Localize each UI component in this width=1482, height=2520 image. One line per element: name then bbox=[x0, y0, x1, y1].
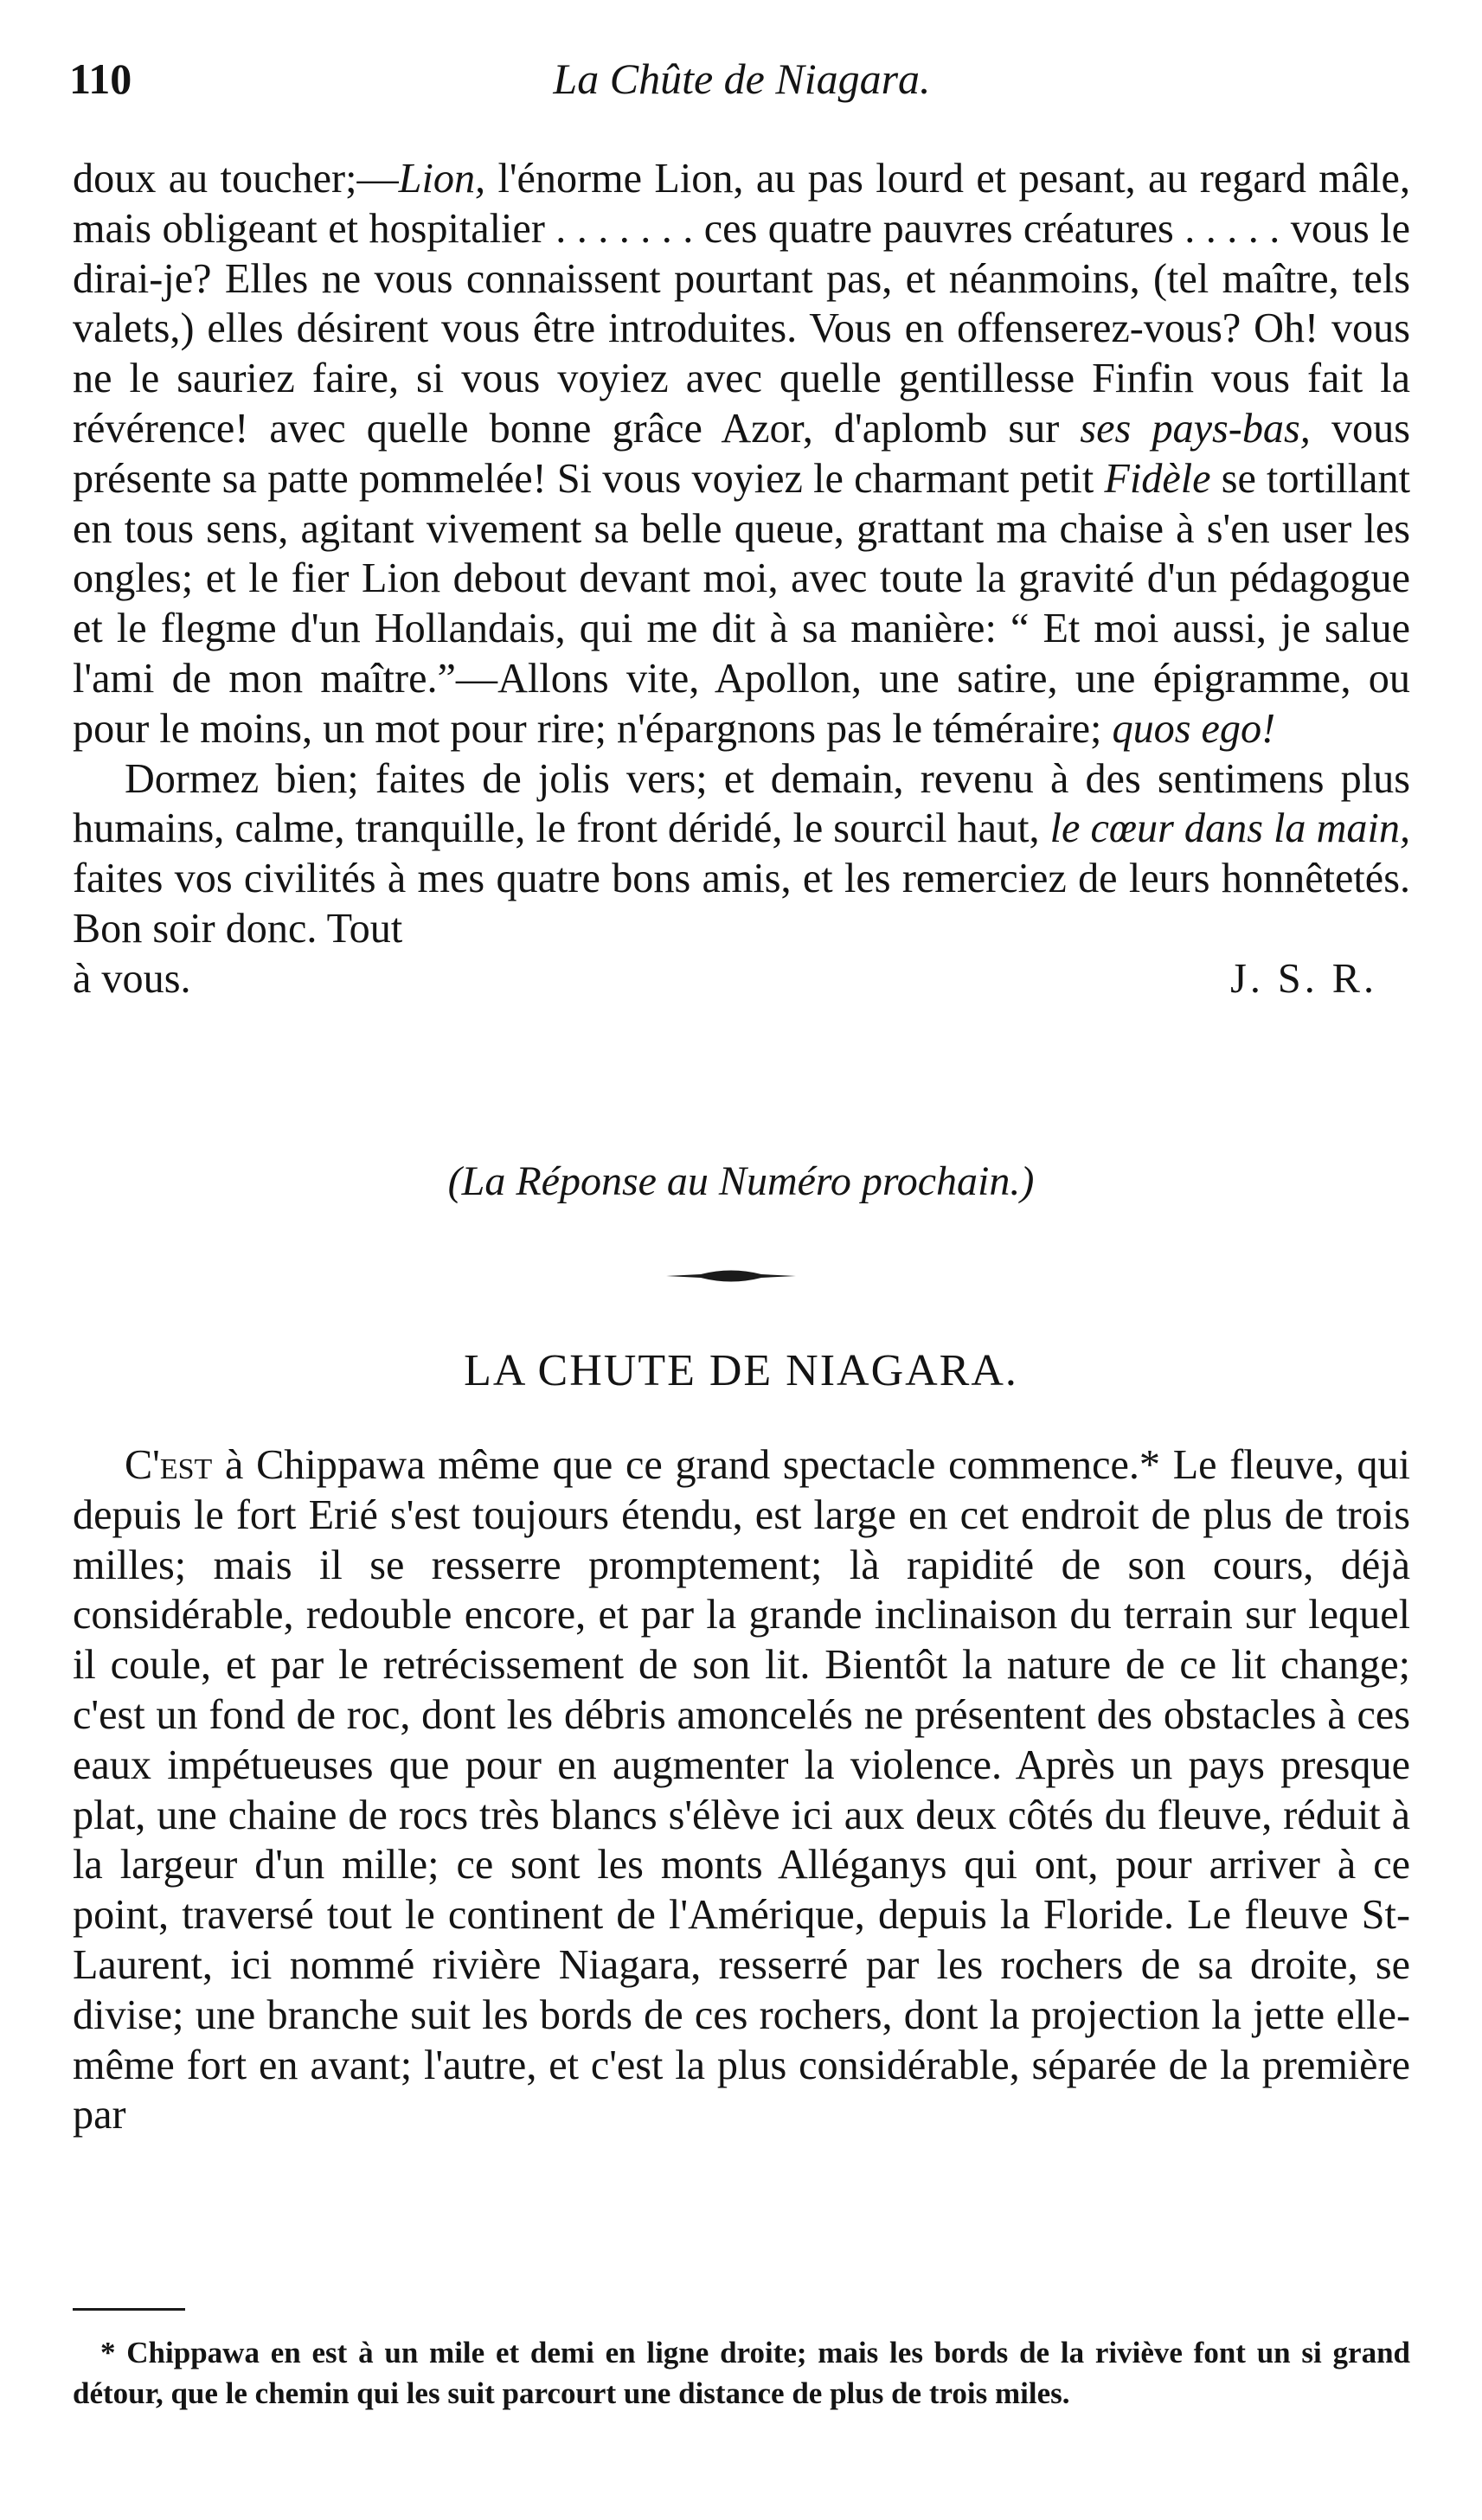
italic-run: quos ego! bbox=[1112, 705, 1276, 752]
closing-line bbox=[73, 954, 1410, 1004]
article-paragraph bbox=[73, 1440, 1410, 2140]
continuation-note: (La Réponse au Numéro prochain.) bbox=[447, 1158, 1035, 1204]
letter-text bbox=[73, 154, 1410, 1004]
footnote: * Chippawa en est à un mile et demi en ligne droite; mais les bords de la riviève font un si grand détour, que le chemin qui les suit parcourt une distance de plus de trois miles. bbox=[73, 2336, 1410, 2410]
text-run: doux au toucher;— bbox=[73, 156, 399, 202]
text-run: à Chippawa même que ce grand spectacle commence.* Le fleuve, qui depuis le fort Erié s'est toujours étendu, est large en cet endroit de plus de trois milles; mais il se resserre promptement; là rapidité de son cours, déjà considérable, redouble encore, et par la grande inclinaison du terrain sur lequel il coule, et par le retrécissement de son lit. Bientôt la nature de ce lit change; c'est un fond de roc, dont les débris amoncelés ne présentent des obstacles à ces eaux impétueuses que pour en augmenter la violence. Après un pays presque plat, une chaine de rocs très blancs s'élève ici aux deux côtés du fleuve, réduit à la largeur d'un mille; ce sont les monts Alléganys qui ont, pour arriver à ce point, traversé tout le continent de l'Amérique, depuis la Floride. Le fleuve St-Laurent, ici nommé rivière Niagara, resserré par les rochers de sa droite, se divise; une branche suit les bords de ces rochers, dont la projection la jette elle-même fort en avant; l'autre, et c'est la plus considérable, séparée de la première par bbox=[73, 1442, 1410, 2138]
text-run: se tortillant en tous sens, agitant vivement sa belle queue, grattant ma chaise à s'en user les ongles; et le fier Lion debout devant moi, avec toute la gravité d'un pédagogue et le flegme d'un Hollandais, qui me dit à sa manière: “ Et moi aussi, je salue l'ami de mon maître.”—Allons vite, Apollon, une satire, une épigramme, ou pour le moins, un mot pour rire; n'épargnons pas le téméraire; bbox=[73, 455, 1411, 752]
letter-paragraph-2 bbox=[73, 754, 1410, 954]
ornament-divider bbox=[666, 1265, 796, 1287]
italic-run: Fidèle bbox=[1104, 455, 1211, 502]
italic-run: ses pays-bas, bbox=[1080, 405, 1311, 452]
signature: J. S. R. bbox=[1230, 955, 1377, 1002]
text-run: Dormez bien; faites de jolis vers; et demain, revenu à des sentimens plus humains, calme, tranquille, le front déridé, le sourcil haut, bbox=[73, 755, 1410, 852]
page-number: 110 bbox=[69, 55, 132, 103]
italic-run: Lion, bbox=[398, 156, 486, 202]
article-text bbox=[73, 1440, 1410, 2140]
text-run: l'énorme Lion, au pas lourd et pesant, au regard mâle, mais obligeant et hospitalier . . . . . . . ces quatre pauvres créatures . . . . . vous le dirai-je? Elles ne vous connaissent pourtant pas, et néanmoins, (tel maître, tels valets,) elles désirent vous être introduites. Vous en offenserez-vous? Oh! vous ne le sauriez faire, si vous voyiez avec quelle gentillesse Finfin vous fait la révérence! avec quelle bonne grâce Azor, d'aplomb sur bbox=[73, 156, 1410, 452]
letter-paragraph-1 bbox=[73, 154, 1410, 754]
footnote-rule bbox=[73, 2308, 185, 2311]
closing-text: à vous. bbox=[73, 955, 191, 1002]
page-header bbox=[69, 54, 1415, 114]
section-title: LA CHUTE DE NIAGARA. bbox=[464, 1346, 1018, 1395]
lead-word: C'est bbox=[125, 1442, 213, 1488]
italic-run: le cœur dans la main, bbox=[1049, 805, 1410, 852]
text-run: faites vos civilités à mes quatre bons amis, et les remerciez de leurs honnêtetés. Bon soir donc. Tout bbox=[73, 856, 1410, 952]
running-title: La Chûte de Niagara. bbox=[553, 55, 931, 103]
text-run: vous présente sa patte pommelée! Si vous voyiez le charmant petit bbox=[73, 405, 1410, 502]
